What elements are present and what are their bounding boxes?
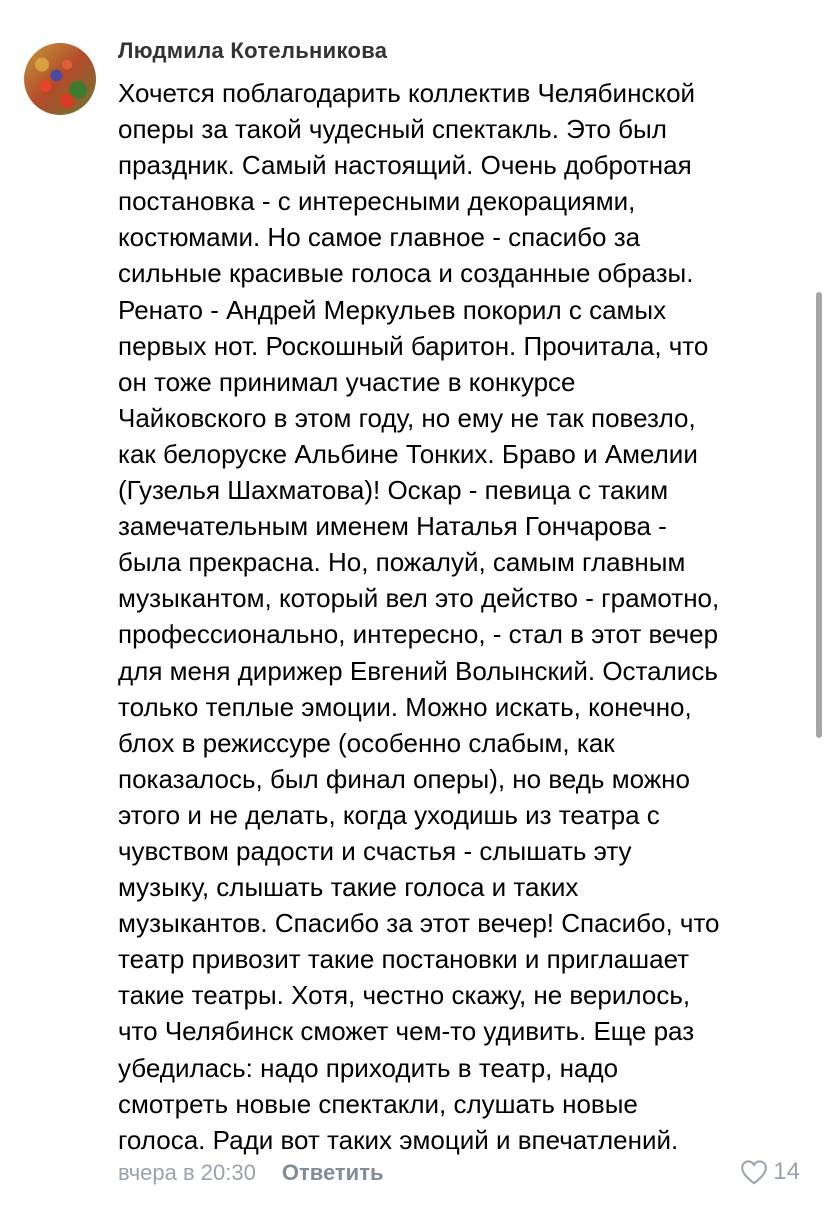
avatar[interactable] — [24, 43, 96, 115]
comment-text — [118, 75, 720, 1158]
comment-line: для меня дирижер Евгений Волынский. Остались — [118, 655, 718, 686]
like-button[interactable] — [739, 1158, 800, 1186]
comment-line: сильные красивые голоса и созданные образы. — [118, 258, 694, 289]
comment-line: Чайковского в этом году, но ему не так повезло, — [118, 402, 696, 433]
comment-line: Ренато - Андрей Меркульев покорил с самых — [118, 294, 667, 325]
comment-line: этого и не делать, когда уходишь из театра с — [118, 799, 660, 830]
likes-count: 14 — [773, 1158, 800, 1185]
comment-line: постановка - с интересными декорациями, — [118, 186, 636, 217]
comment-line: чувством радости и счастья - слышать эту — [118, 835, 632, 866]
comment-line: смотреть новые спектакли, слушать новые — [118, 1088, 638, 1119]
comment-line: оперы за такой чудесный спектакль. Это был — [118, 114, 667, 145]
comment-line: убедилась: надо приходить в театр, надо — [118, 1052, 619, 1083]
comment-line: (Гузелья Шахматова)! Оскар - певица с таким — [118, 475, 669, 506]
heart-icon — [739, 1159, 769, 1185]
comment-line: голоса. Ради вот таких эмоций и впечатлений. — [118, 1124, 679, 1155]
comment-line: что Челябинск сможет чем-то удивить. Еще раз — [118, 1016, 695, 1047]
comment-line: Хочется поблагодарить коллектив Челябинской — [118, 78, 696, 108]
comment-line: была прекрасна. Но, пожалуй, самым главным — [118, 547, 686, 578]
comment-line: театр привозит такие постановки и приглашает — [118, 944, 690, 975]
timestamp[interactable]: вчера в 20:30 — [118, 1160, 256, 1185]
comment-line: музыкантов. Спасибо за этот вечер! Спасибо, что — [118, 908, 720, 939]
comment-line: такие театры. Хотя, честно скажу, не верилось, — [118, 980, 691, 1011]
author-name[interactable]: Людмила Котельникова — [118, 38, 388, 63]
comment-line: праздник. Самый настоящий. Очень добротная — [118, 150, 692, 181]
comment-line: музыкантом, который вел это действо - грамотно, — [118, 583, 720, 614]
comment-line: первых нот. Роскошный баритон. Прочитала, что — [118, 330, 709, 361]
scrollbar[interactable] — [816, 292, 822, 738]
comment-line: как белоруске Альбине Тонких. Браво и Амелии — [118, 438, 698, 469]
reply-button[interactable]: Ответить — [281, 1160, 384, 1185]
comment-line: музыку, слышать такие голоса и таких — [118, 872, 579, 903]
comment-line: блох в режиссуре (особенно слабым, как — [118, 727, 615, 758]
comment-line: костюмами. Но самое главное - спасибо за — [118, 222, 641, 253]
comment-line: только теплые эмоции. Можно искать, конечно, — [118, 691, 692, 722]
comment-line: замечательным именем Наталья Гончарова - — [118, 511, 667, 542]
comment-line: показалось, был финал оперы), но ведь можно — [118, 763, 690, 794]
comment-line: он тоже принимал участие в конкурсе — [118, 366, 576, 397]
comment-footer — [118, 1160, 384, 1186]
comment-line: профессионально, интересно, - стал в этот вечер — [118, 619, 719, 650]
